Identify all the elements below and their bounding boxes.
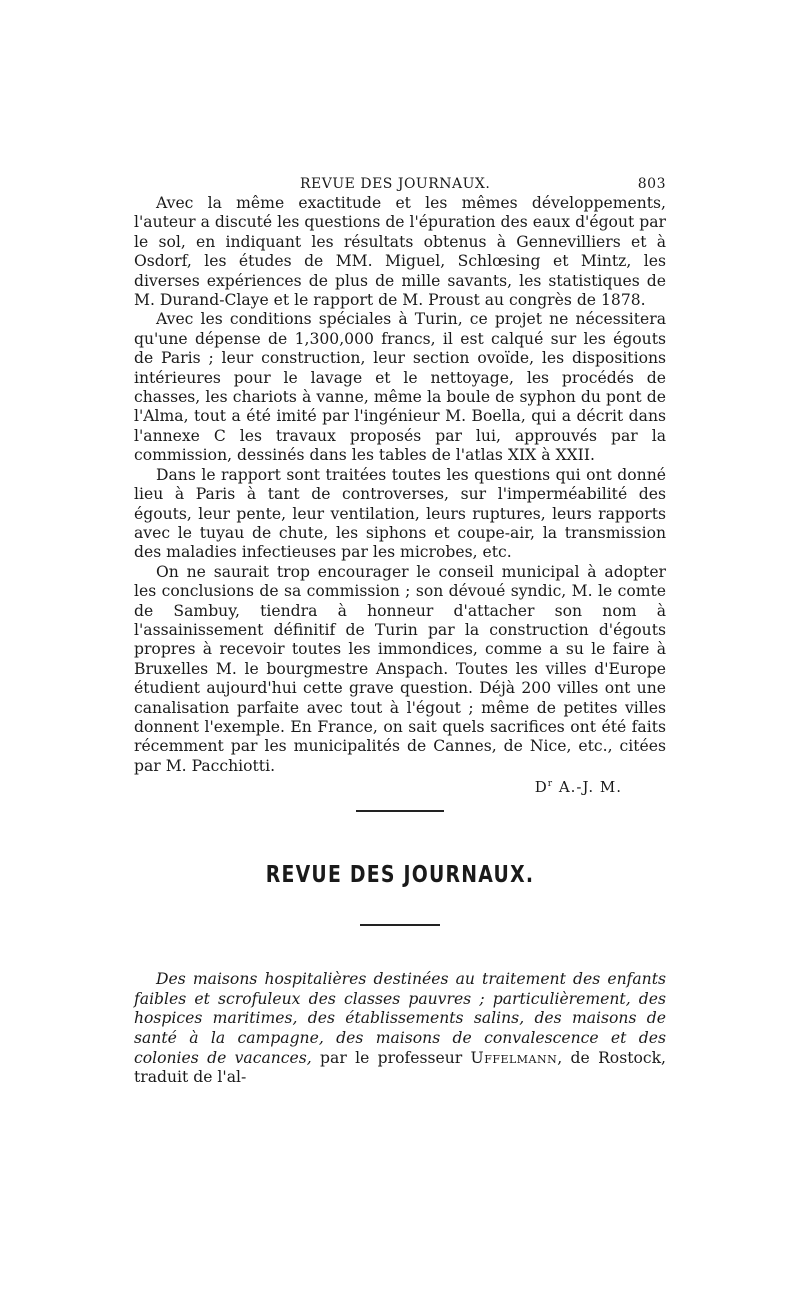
abstract-text-end: , de Rostock, traduit de l'al- — [134, 1048, 666, 1087]
title-underline — [360, 924, 440, 926]
article-body — [134, 194, 666, 776]
running-head — [134, 168, 666, 194]
paragraph: Avec la même exactitude et les mêmes développements, l'auteur a discuté les questions de l'épuration des eaux d'égout par le sol, en indiquant les résultats obtenus à Gennevilliers et à Osdorf, les études de MM. Miguel, Schlœsing et Mintz, les diverses expériences de plus de mille savants, les statistiques de M. Durand-Claye et le rapport de M. Proust au congrès de 1878. — [134, 194, 666, 310]
section-title: REVUE DES JOURNAUX. — [265, 862, 535, 889]
paragraph: Avec les conditions spéciales à Turin, ce projet ne nécessitera qu'une dépense de 1,300,000 francs, il est calqué sur les égouts de Paris ; leur construction, leur section ovoïde, les dispositions intérieures pour le lavage et le nettoyage, les procédés de chasses, les chariots à vanne, même la boule de syphon du pont de l'Alma, tout a été imité par l'ingénieur M. Boella, qui a décrit dans l'annexe C les travaux proposés par lui, approuvés par la commission, dessinés dans les tables de l'atlas XIX à XXII. — [134, 310, 666, 465]
section-divider — [356, 810, 444, 812]
author-signature — [134, 778, 666, 796]
paragraph: On ne saurait trop encourager le conseil municipal à adopter les conclusions de sa commission ; son dévoué syndic, M. le comte de Sambuy, tiendra à honneur d'attacher son nom à l'assainissement définitif de Turin par la construction d'égouts propres à recevoir toutes les immondices, comme a su le faire à Bruxelles M. le bourgmestre Anspach. Toutes les villes d'Europe étudient aujourd'hui cette grave question. Déjà 200 villes ont une canalisation parfaite avec tout à l'égout ; même de petites villes donnent l'exemple. En France, on sait quels sacrifices ont été faits récemment par les municipalités de Cannes, de Nice, etc., citées par M. Pacchiotti. — [134, 562, 666, 775]
running-title: REVUE DES JOURNAUX. — [300, 176, 491, 192]
signature-name: A.-J. M. — [553, 778, 622, 797]
abstract-author: Uffelmann — [470, 1048, 558, 1067]
abstract-paragraph — [134, 970, 666, 1088]
paragraph: Dans le rapport sont traitées toutes les questions qui ont donné lieu à Paris à tant de controverses, sur l'imperméabilité des égouts, leur pente, leur ventilation, leurs ruptures, leurs rapports avec le tuyau de chute, les siphons et coupe-air, la transmission des maladies infectieuses par les microbes, etc. — [134, 465, 666, 562]
abstract-text: par le professeur — [311, 1048, 471, 1067]
abstract-title: Des maisons hospitalières destinées au traitement des enfants faibles et scrofuleux des classes pauvres ; particulièrement, des hospices maritimes, des établissements salins, des maisons de santé à la campagne, des maisons de convalescence et des colonies de vacances, — [134, 970, 666, 1067]
signature-superscript: r — [547, 779, 554, 790]
signature-prefix: D — [534, 778, 548, 797]
page-number: 803 — [637, 176, 666, 192]
document-page — [134, 168, 666, 1103]
